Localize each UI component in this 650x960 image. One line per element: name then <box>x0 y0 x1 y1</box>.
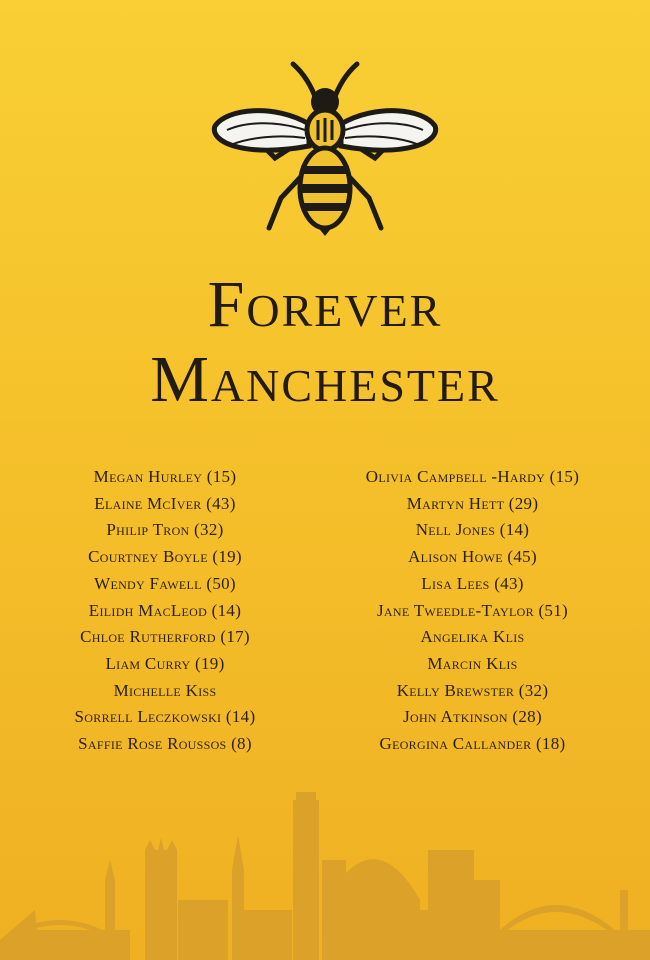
victim-name: Jane Tweedle-Taylor (51) <box>377 600 568 620</box>
victim-name: Marcin Klis <box>427 653 518 673</box>
victim-name: Nell Jones (14) <box>415 520 530 540</box>
victim-name: Alison Howe (45) <box>408 547 537 567</box>
victim-name: Georgina Callander (18) <box>379 734 566 754</box>
title-manchester: Manchester <box>150 343 500 416</box>
title-forever: Forever <box>207 268 443 341</box>
victim-name: Olivia Campbell -Hardy (15) <box>365 467 580 486</box>
victim-name: Michelle Kiss <box>113 680 217 700</box>
victim-name: Wendy Fawell (50) <box>94 573 236 593</box>
victim-name: Megan Hurley (15) <box>93 467 237 486</box>
victim-name: Sorrell Leczkowski (14) <box>74 707 256 727</box>
worker-bee-icon <box>205 50 445 240</box>
victim-name: Angelika Klis <box>420 627 525 647</box>
victim-name: Saffie Rose Roussos (8) <box>78 734 252 754</box>
victim-name: Chloe Rutherford (17) <box>80 627 250 647</box>
victim-name: Elaine McIver (43) <box>94 493 236 513</box>
manchester-skyline-silhouette <box>0 790 650 960</box>
victim-name: Lisa Lees (43) <box>421 573 524 593</box>
victim-name: Liam Curry (19) <box>105 653 225 673</box>
victim-name: Philip Tron (32) <box>106 520 224 540</box>
victims-list-right <box>330 464 615 758</box>
victims-list-left <box>35 464 295 758</box>
victim-name: Eilidh MacLeod (14) <box>88 600 242 620</box>
victim-name: Kelly Brewster (32) <box>396 680 549 700</box>
victim-name: John Atkinson (28) <box>403 707 542 727</box>
victim-name: Martyn Hett (29) <box>406 493 539 513</box>
victim-name: Courtney Boyle (19) <box>88 547 242 567</box>
